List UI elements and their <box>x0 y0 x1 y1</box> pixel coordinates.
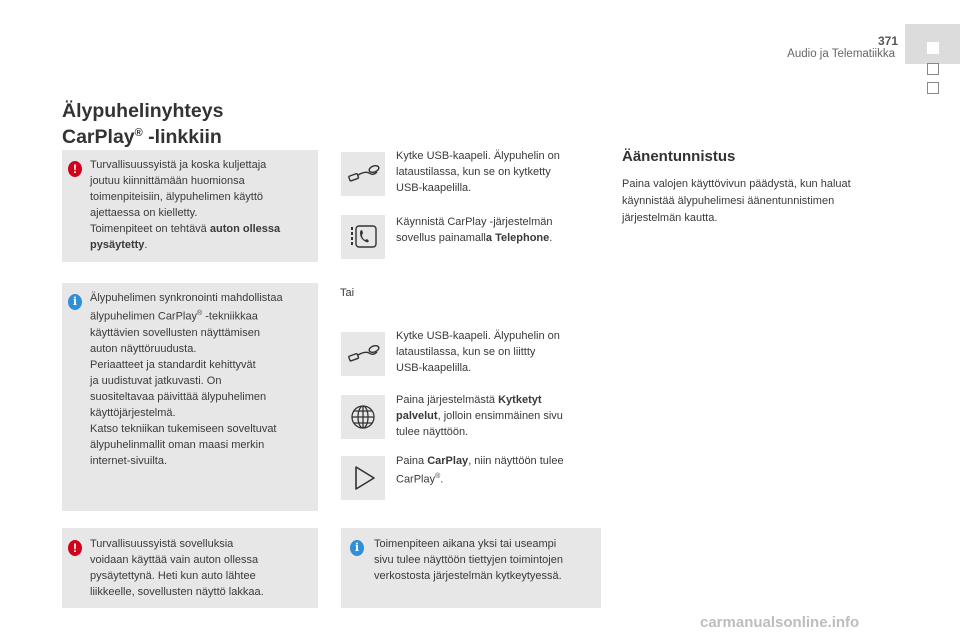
text-line: USB-kaapelilla. <box>396 182 472 194</box>
step-usb-connect-alt <box>396 328 596 376</box>
text-line: voidaan käyttää vain auton ollessa <box>90 554 259 566</box>
text-line <box>396 453 596 469</box>
bold-text: pysäytetty <box>90 239 145 251</box>
text-line <box>90 221 315 237</box>
text-line: Turvallisuussyistä ja koska kuljettaja <box>90 159 267 171</box>
page-heading-line2 <box>62 122 322 148</box>
bold-text: CarPlay <box>427 455 469 467</box>
voice-recognition-heading: Äänentunnistus <box>622 148 736 165</box>
text-line: verkostosta järjestelmän kytkeytyessä. <box>374 570 562 582</box>
usb-cable-icon <box>341 332 385 376</box>
text-line: suositeltavaa päivittää älypuhelimen <box>90 390 267 403</box>
exclamation-warning-icon: ! <box>68 540 82 556</box>
text-span: Paina järjestelmästä <box>396 394 499 406</box>
text-line: ja uudistuvat jatkuvasti. On <box>90 374 222 387</box>
registered-mark: ® <box>197 310 203 317</box>
step-carplay <box>396 453 596 488</box>
registered-mark: ® <box>134 127 143 139</box>
text-span: sovellus painamall <box>396 232 486 244</box>
text-line: lataustilassa, kun se on liittty <box>396 346 536 358</box>
step-telephone <box>396 214 596 246</box>
chapter-tab-marker <box>927 82 939 94</box>
info-icon: i <box>68 294 82 310</box>
text-line: tulee näyttöön. <box>396 426 469 438</box>
text-line <box>90 306 315 325</box>
registered-mark: ® <box>435 473 441 480</box>
connected-services-globe-icon <box>341 395 385 439</box>
text-line: Älypuhelimen synkronointi mahdollistaa <box>90 292 283 304</box>
info-icon: i <box>350 540 364 556</box>
text-line: käynnistää älypuhelimesi äänentunnistimen <box>622 195 835 207</box>
page-number: 371 <box>877 34 898 48</box>
text-line: käyttävien sovellusten näyttämisen <box>90 326 260 339</box>
text-span: , niin näyttöön tulee <box>468 455 564 467</box>
text-span: älypuhelimen CarPlay <box>90 310 197 323</box>
carplay-play-icon <box>341 456 385 500</box>
heading-suffix: -linkkiin <box>142 126 222 148</box>
exclamation-warning-icon: ! <box>68 161 82 177</box>
text-line: Turvallisuussyistä sovelluksia <box>90 538 234 550</box>
info-text-sync <box>90 290 315 469</box>
text-span: Toimenpiteet on tehtävä <box>90 223 210 235</box>
page-heading <box>62 100 322 148</box>
text-span: . <box>440 473 444 486</box>
bold-text: Kytketyt <box>498 394 542 406</box>
page-heading-line1: Älypuhelinyhteys <box>62 100 224 122</box>
text-line: Käynnistä CarPlay -järjestelmän <box>396 216 553 228</box>
text-line: Toimenpiteen aikana yksi tai useampi <box>374 538 557 550</box>
bold-text: a Telephone <box>485 232 550 244</box>
text-span: -tekniikkaa <box>202 310 258 323</box>
voice-recognition-text <box>622 176 892 227</box>
text-span: CarPlay <box>396 473 436 486</box>
text-line <box>396 230 596 246</box>
text-line <box>90 237 315 253</box>
or-separator: Tai <box>340 287 355 299</box>
text-span: , jolloin ensimmäinen sivu <box>437 410 563 422</box>
text-span: Paina <box>396 455 428 467</box>
text-line: liikkeelle, sovellusten näyttö lakkaa. <box>90 586 264 598</box>
text-span: . <box>549 232 553 244</box>
text-line: Paina valojen käyttövivun päädystä, kun haluat <box>622 178 851 190</box>
step-connected-services <box>396 392 596 440</box>
text-line: lataustilassa, kun se on kytketty <box>396 166 551 178</box>
text-line: Kytke USB-kaapeli. Älypuhelin on <box>396 330 560 342</box>
text-line: Katso tekniikan tukemiseen soveltuvat <box>90 422 277 435</box>
text-line: USB-kaapelilla. <box>396 362 472 374</box>
watermark: carmanualsonline.info <box>700 614 860 631</box>
text-line: joutuu kiinnittämään huomionsa <box>90 175 245 187</box>
telephone-app-icon <box>341 215 385 259</box>
step-usb-connect <box>396 148 596 196</box>
text-line: järjestelmän kautta. <box>622 212 718 224</box>
text-line: auton näyttöruudusta. <box>90 342 197 355</box>
text-line: internet-sivuilta. <box>90 454 168 467</box>
text-span: . <box>144 239 148 251</box>
text-line <box>396 408 596 424</box>
text-line <box>396 469 596 488</box>
text-line: toimenpiteisiin, älypuhelimen käyttö <box>90 191 264 203</box>
warning-text-apps <box>90 536 315 600</box>
section-title: Audio ja Telematiikka <box>787 48 895 60</box>
usb-cable-icon <box>341 152 385 196</box>
text-line <box>396 392 596 408</box>
text-line: ajettaessa on kielletty. <box>90 207 198 219</box>
heading-carplay: CarPlay <box>62 126 135 148</box>
bold-text: palvelut <box>396 410 438 422</box>
text-line: Periaatteet ja standardit kehittyvät <box>90 358 256 371</box>
text-line: käyttöjärjestelmä. <box>90 406 176 419</box>
text-line: pysäytettynä. Heti kun auto lähtee <box>90 570 256 582</box>
info-text-pages <box>374 536 598 584</box>
chapter-tab-marker <box>927 63 939 75</box>
chapter-tab-marker <box>927 42 939 54</box>
text-line: sivu tulee näyttöön tiettyjen toimintojen <box>374 554 563 566</box>
bold-text: auton ollessa <box>209 223 281 235</box>
warning-text-driving <box>90 157 315 253</box>
text-line: älypuhelinmallit oman maasi merkin <box>90 438 265 451</box>
text-line: Kytke USB-kaapeli. Älypuhelin on <box>396 150 560 162</box>
